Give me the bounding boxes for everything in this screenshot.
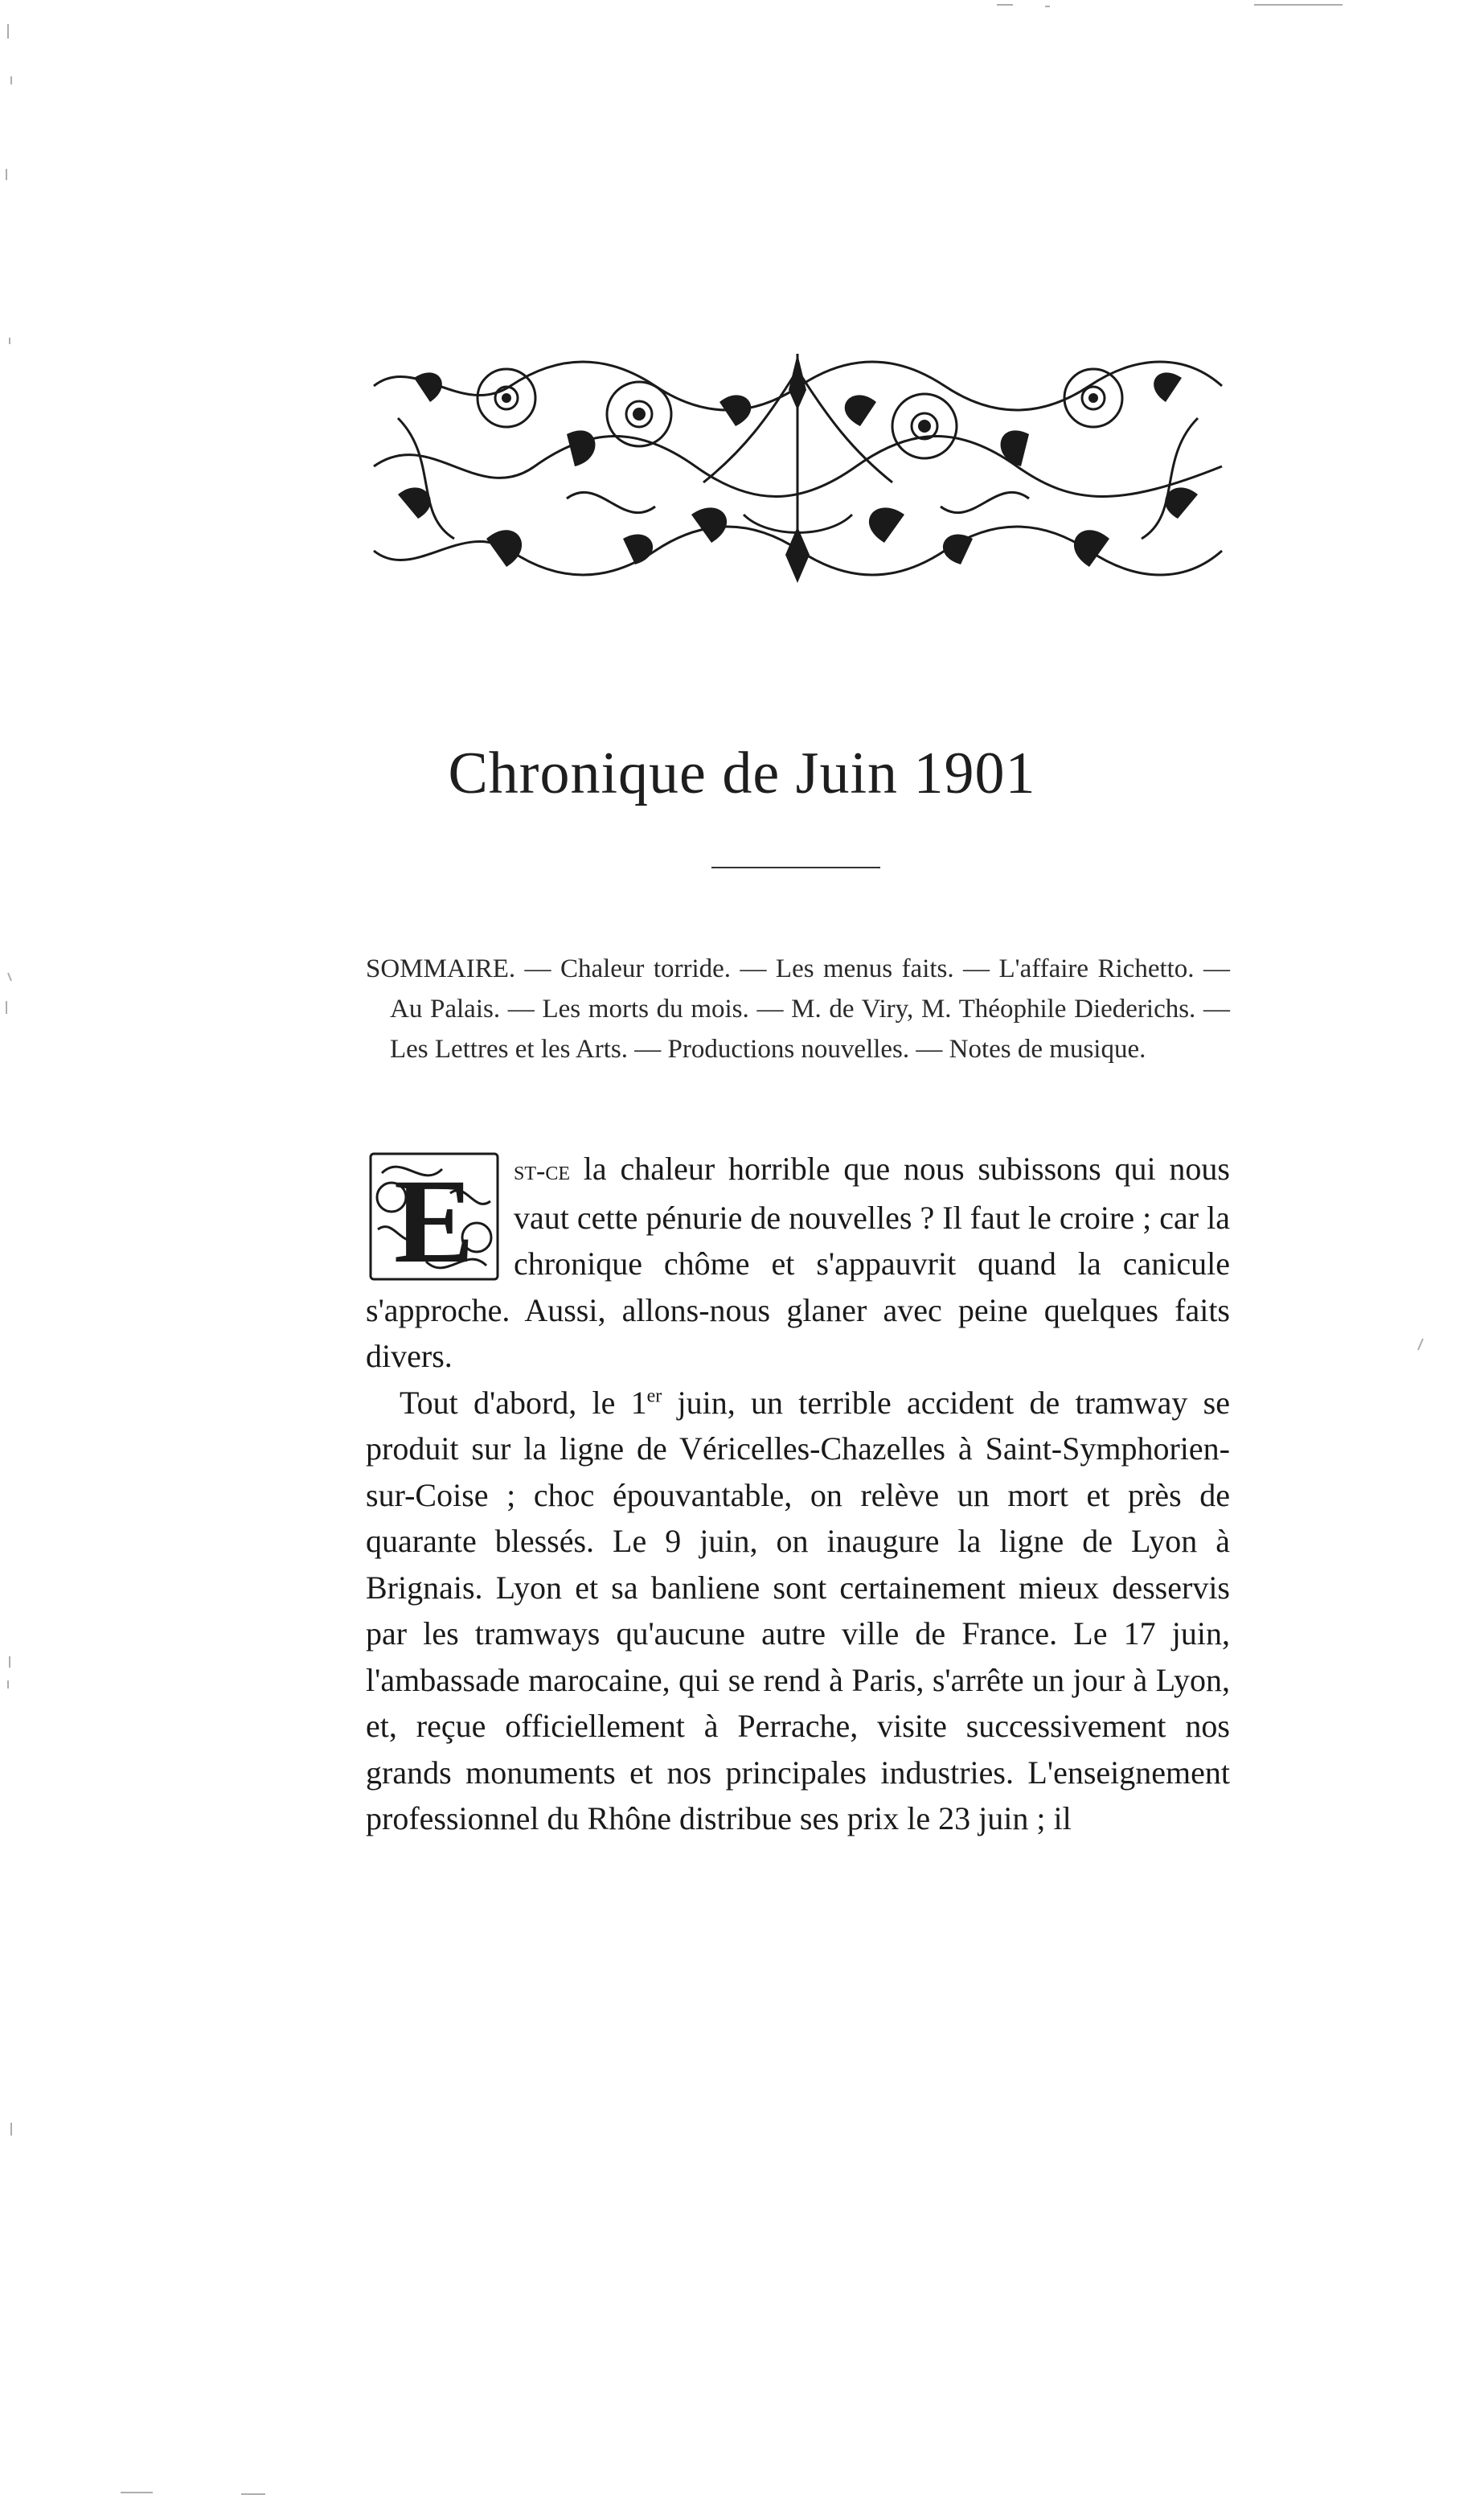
ornamental-header-band [366, 354, 1230, 583]
summary-text: SOMMAIRE. — Chaleur torride. — Les menus faits. — L'affaire Richetto. — Au Palais. — Les morts du mois. — M. de Viry, M. Théophile Diederichs. — Les Lettres et les Arts. — Productions nouvelles. — Notes de musique. [366, 954, 1230, 1064]
body-text [366, 1146, 1230, 1842]
dropcap-ornament [366, 1149, 502, 1284]
paragraph-1-lead: st-ce [514, 1156, 570, 1186]
summary-block [366, 949, 1230, 1069]
paragraph-2 [366, 1380, 1230, 1842]
dropcap-letter: E [393, 1155, 475, 1284]
paragraph-1-text: la chaleur horrible que nous subissons qui nous vaut cette pénurie de nouvelles ? Il faut le croire ; car la chronique chôme et s'appauvrit quand la canicule s'approche. Aussi, allons-nous glaner avec peine quelques faits divers. [366, 1151, 1230, 1374]
paragraph-2-text-a: Tout d'abord, le 1 [400, 1384, 647, 1421]
title-divider [711, 867, 880, 868]
paragraph-2-text-b: juin, un terrible accident de tramway se produit sur la ligne de Véricelles-Chazelles à Saint-Symphorien-sur-Coise ; choc épouvantable, on relève un mort et près de quarante blessés. Le 9 juin, on inaugure la ligne de Lyon à Brignais. Lyon et sa banliene sont certainement mieux desservis par les tramways qu'aucune autre ville de France. Le 17 juin, l'ambassade marocaine, qui se rend à Paris, s'arrête un jour à Lyon, et, reçue officiellement à Perrache, visite successivement nos grands monuments et nos principales industries. L'enseignement professionnel du Rhône distribue ses prix le 23 juin ; il [366, 1384, 1230, 1836]
ordinal-superscript: er [646, 1385, 662, 1407]
page-title: Chronique de Juin 1901 [448, 741, 1036, 806]
